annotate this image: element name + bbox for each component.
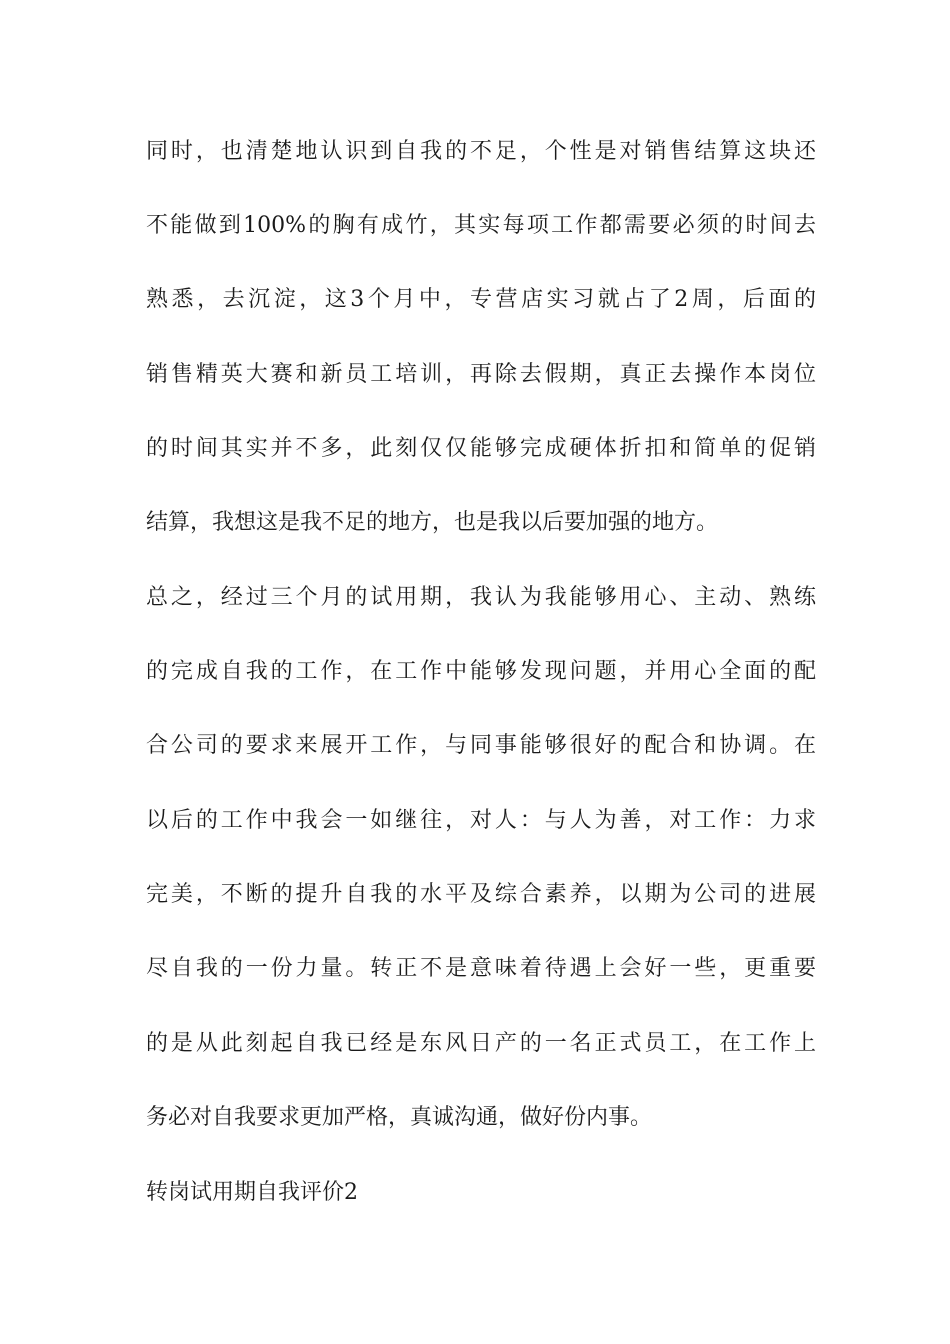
paragraph-line: 的完成自我的工作，在工作中能够发现问题，并用心全面的配	[146, 659, 816, 684]
paragraph-line: 完美，不断的提升自我的水平及综合素养，以期为公司的进展	[146, 882, 816, 907]
paragraph-line: 熟悉，去沉淀，这3个月中，专营店实习就占了2周，后面的	[146, 287, 816, 312]
paragraph-line: 同时，也清楚地认识到自我的不足，个性是对销售结算这块还	[146, 139, 816, 164]
paragraph-line: 的时间其实并不多，此刻仅仅能够完成硬体折扣和简单的促销	[146, 436, 816, 461]
paragraph-line: 以后的工作中我会一如继往，对人：与人为善，对工作：力求	[146, 808, 816, 833]
section-title: 转岗试用期自我评价2	[146, 1180, 358, 1205]
paragraph-line: 务必对自我要求更加严格，真诚沟通，做好份内事。	[146, 1105, 653, 1130]
paragraph-line: 尽自我的一份力量。转正不是意味着待遇上会好一些，更重要	[146, 956, 816, 981]
paragraph-line: 不能做到100%的胸有成竹，其实每项工作都需要必须的时间去	[146, 213, 816, 238]
paragraph-line: 合公司的要求来展开工作，与同事能够很好的配合和协调。在	[146, 733, 816, 758]
paragraph-line: 的是从此刻起自我已经是东风日产的一名正式员工，在工作上	[146, 1031, 816, 1056]
paragraph-line: 总之，经过三个月的试用期，我认为我能够用心、主动、熟练	[146, 585, 816, 610]
paragraph-line: 结算，我想这是我不足的地方，也是我以后要加强的地方。	[146, 510, 719, 535]
paragraph-line: 销售精英大赛和新员工培训，再除去假期，真正去操作本岗位	[146, 362, 816, 387]
